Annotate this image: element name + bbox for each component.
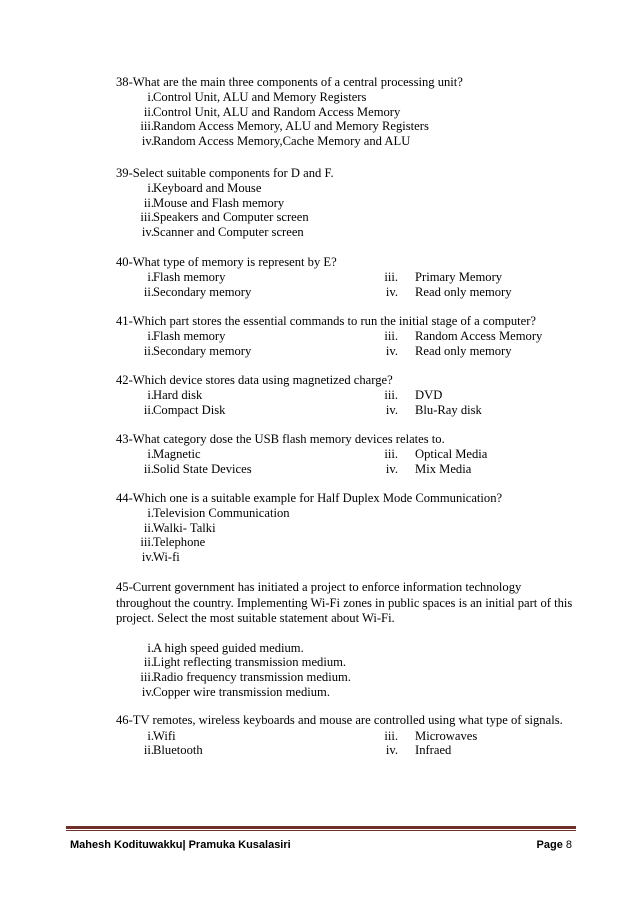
option: [116, 196, 576, 211]
option-number: iii.: [140, 670, 154, 685]
option-text: Radio frequency transmission medium.: [153, 670, 351, 685]
option-text: Mouse and Flash memory: [153, 195, 285, 210]
option-text: Keyboard and Mouse: [153, 180, 262, 195]
question-text: 46-TV remotes, wireless keyboards and mouse are controlled using what type of signals.: [116, 713, 563, 727]
option-number: iii.: [140, 535, 154, 550]
question-text: 39-Select suitable components for D and F.: [116, 166, 334, 180]
option: [116, 550, 576, 565]
option-text: DVD: [415, 387, 443, 402]
spacer: [116, 627, 576, 641]
option-text: Walki- Talki: [153, 520, 216, 535]
option-text: Flash memory: [153, 328, 226, 343]
option-text: Random Access Memory,Cache Memory and ALU: [153, 134, 411, 149]
page-number-value: 8: [565, 839, 572, 851]
option-text: Wifi: [153, 728, 176, 743]
page-label: Page: [536, 839, 563, 851]
page-number: [537, 839, 572, 851]
option-text: Magnetic: [153, 446, 201, 461]
option-number: i.: [147, 505, 154, 520]
option-number: iv.: [141, 225, 154, 240]
question-text: 43-What category dose the USB flash memory devices relates to.: [116, 432, 445, 446]
question-41: [116, 314, 576, 358]
option: [116, 685, 576, 700]
question-44: [116, 491, 576, 565]
option-number: i.: [147, 387, 154, 402]
option-row: [116, 344, 576, 359]
option-text: A high speed guided medium.: [153, 640, 304, 655]
option-number: iv.: [141, 684, 154, 699]
option-text: Solid State Devices: [153, 461, 252, 476]
option-text: Compact Disk: [153, 402, 226, 417]
option-text: Microwaves: [415, 728, 478, 743]
option-number: i.: [147, 728, 154, 743]
option-text: Read only memory: [415, 284, 512, 299]
option: [116, 225, 576, 240]
option-row: [116, 447, 576, 462]
option-row: [116, 270, 576, 285]
option-text: Telephone: [153, 535, 206, 550]
option-text: Scanner and Computer screen: [153, 225, 304, 240]
option-text: Copper wire transmission medium.: [153, 684, 330, 699]
option: [116, 105, 576, 120]
option-number: i.: [147, 269, 154, 284]
footer-rule-thin: [66, 830, 576, 831]
question-39: [116, 166, 576, 240]
option-number: iii.: [384, 446, 398, 461]
option: [116, 90, 576, 105]
option-text: Blu-Ray disk: [415, 402, 482, 417]
option-text: Bluetooth: [153, 743, 203, 758]
option: [116, 181, 576, 196]
option-number: iii.: [140, 119, 154, 134]
option-text: Secondary memory: [153, 284, 252, 299]
option-number: iii.: [384, 387, 398, 402]
question-43: [116, 432, 576, 476]
option-number: iii.: [384, 328, 398, 343]
option-text: Random Access Memory, ALU and Memory Registers: [153, 119, 429, 134]
option-number: iv.: [385, 343, 398, 358]
question-46: [116, 713, 576, 758]
option-text: Hard disk: [153, 387, 203, 402]
option-text: Infraed: [415, 743, 452, 758]
option: [116, 670, 576, 685]
option-number: i.: [147, 89, 154, 104]
option-number: ii.: [143, 461, 154, 476]
option-text: Random Access Memory: [415, 328, 543, 343]
option-text: Light reflecting transmission medium.: [153, 655, 347, 670]
option-number: i.: [147, 180, 154, 195]
option-row: [116, 329, 576, 344]
footer-authors: Mahesh Kodituwakku| Pramuka Kusalasiri: [70, 839, 291, 851]
question-text: 45-Current government has initiated a project to enforce information technology throughout the country. Implementing Wi-Fi zones in public spaces is an initial part of this project. Select the most suitable statement about Wi-Fi.: [116, 580, 573, 625]
option-number: iii.: [140, 210, 154, 225]
option-row: [116, 403, 576, 418]
question-text: 40-What type of memory is represent by E?: [116, 255, 337, 269]
option-number: i.: [147, 328, 154, 343]
option-row: [116, 388, 576, 403]
option-row: [116, 729, 576, 744]
question-text: 38-What are the main three components of a central processing unit?: [116, 75, 463, 89]
option: [116, 119, 576, 134]
option: [116, 210, 576, 225]
option-text: Mix Media: [415, 461, 472, 476]
option-number: iv.: [385, 402, 398, 417]
option-text: Speakers and Computer screen: [153, 210, 309, 225]
option-text: Wi-fi: [153, 550, 180, 565]
option-text: Television Communication: [153, 505, 290, 520]
option-text: Primary Memory: [415, 269, 503, 284]
option-number: i.: [147, 640, 154, 655]
option-number: ii.: [143, 402, 154, 417]
option-number: i.: [147, 446, 154, 461]
option-row: [116, 743, 576, 758]
option-number: ii.: [143, 655, 154, 670]
option: [116, 506, 576, 521]
question-45: [116, 580, 576, 700]
option: [116, 655, 576, 670]
option-number: iv.: [385, 461, 398, 476]
option-text: Control Unit, ALU and Memory Registers: [153, 89, 367, 104]
option-number: iii.: [384, 728, 398, 743]
option-number: iv.: [385, 284, 398, 299]
question-38: [116, 75, 576, 149]
option-text: Flash memory: [153, 269, 226, 284]
option-number: ii.: [143, 284, 154, 299]
option-text: Read only memory: [415, 343, 512, 358]
option-number: iii.: [384, 269, 398, 284]
option-number: ii.: [143, 520, 154, 535]
option-text: Optical Media: [415, 446, 488, 461]
option-row: [116, 462, 576, 477]
question-42: [116, 373, 576, 417]
option: [116, 521, 576, 536]
option-text: Control Unit, ALU and Random Access Memory: [153, 104, 401, 119]
option-number: iv.: [385, 743, 398, 758]
option-row: [116, 285, 576, 300]
option-number: ii.: [143, 343, 154, 358]
option-number: iv.: [141, 134, 154, 149]
option-number: ii.: [143, 104, 154, 119]
question-text: 42-Which device stores data using magnetized charge?: [116, 373, 393, 387]
option-text: Secondary memory: [153, 343, 252, 358]
option: [116, 641, 576, 656]
option: [116, 535, 576, 550]
footer-rule: [66, 826, 576, 829]
question-text: 41-Which part stores the essential commands to run the initial stage of a computer?: [116, 314, 537, 328]
question-40: [116, 255, 576, 299]
option-number: ii.: [143, 743, 154, 758]
question-text: 44-Which one is a suitable example for Half Duplex Mode Communication?: [116, 491, 503, 505]
option-number: iv.: [141, 550, 154, 565]
option-number: ii.: [143, 195, 154, 210]
option: [116, 134, 576, 149]
